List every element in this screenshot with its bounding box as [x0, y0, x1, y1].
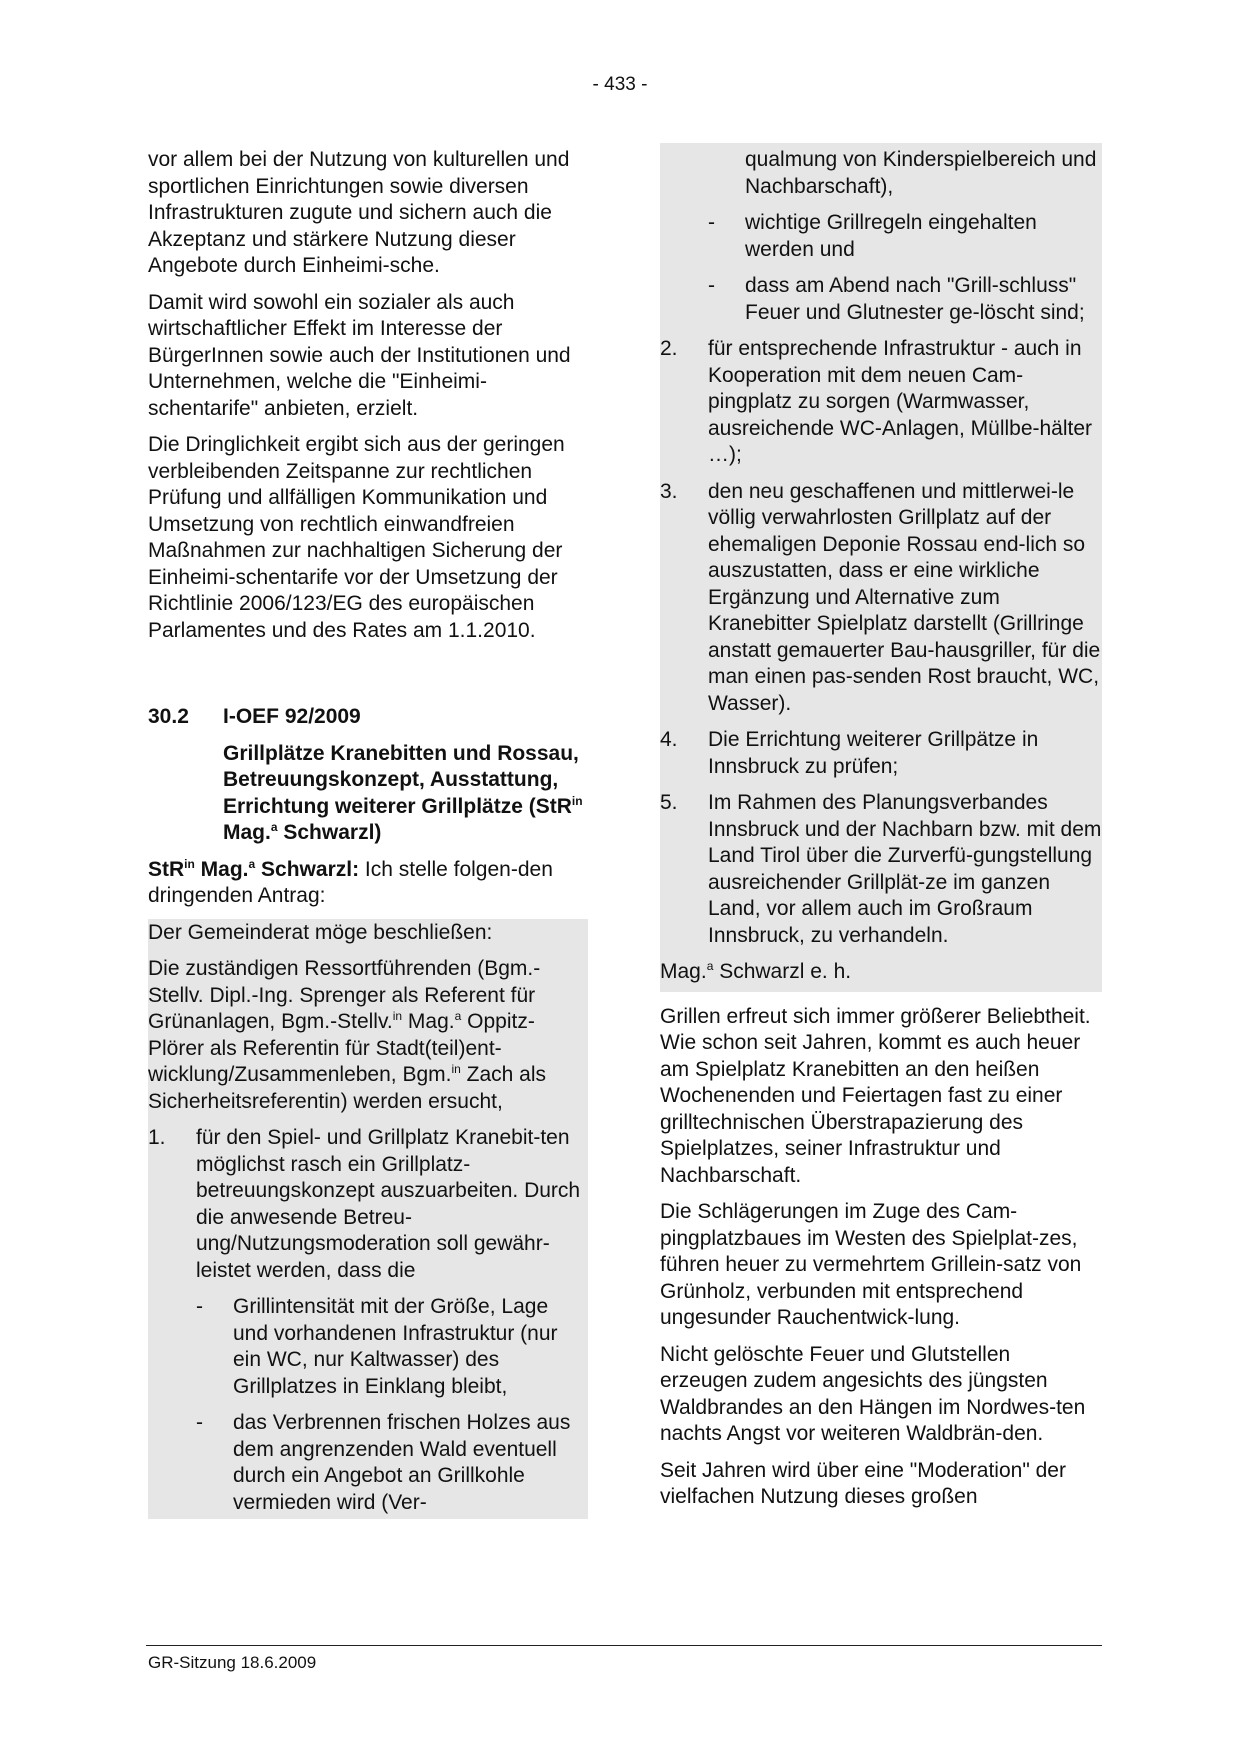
list-item-4 [660, 727, 1102, 780]
list-text: Die Errichtung weiterer Grillpätze in Innsbruck zu prüfen; [708, 728, 1039, 778]
paragraph: Damit wird sowohl ein sozialer als auch wirtschaftlicher Effekt im Interesse der BürgerInnen sowie auch der Institutionen und Unternehmen, welche die "Einheimi-schentarife" anbieten, erzielt. [148, 290, 571, 420]
paragraph: Nicht gelöschte Feuer und Glutstellen erzeugen zudem angesichts des jüngsten Waldbrandes an den Hängen im Nordwes-ten nachts Angst vor weiteren Waldbrän-den. [660, 1342, 1086, 1445]
paragraph: vor allem bei der Nutzung von kulturellen und sportlichen Einrichtungen sowie diversen Infrastrukturen zugute und sichern auch die Akzeptanz und stärkere Nutzung dieser Angebote durch Einheimi-sche. [148, 148, 570, 277]
footer-text: GR-Sitzung 18.6.2009 [148, 1653, 317, 1672]
section-reference: I-OEF 92/2009 [223, 705, 361, 728]
dash-text: das Verbrennen frischen Holzes aus dem angrenzenden Wald eventuell durch ein Angebot an Grillkohle vermieden wird (Ver- [233, 1411, 571, 1514]
list-item-2 [660, 336, 1102, 469]
section-title: Grillplätze Kranebitten und Rossau, Betreuungskonzept, Ausstattung, Errichtung weiterer Grillplätze (StR$^{in}$ Mag.$^a$ Schwarzl) [223, 741, 583, 844]
dash-text: Grillintensität mit der Größe, Lage und vorhandenen Infrastruktur (nur ein WC, nur Kaltwasser) des Grillplatzes in Einklang bleibt, [233, 1295, 558, 1398]
paragraph: Die Dringlichkeit ergibt sich aus der geringen verbleibenden Zeitspanne zur rechtlichen Prüfung und allfälligen Kommunikation und Umsetzung von rechtlich einwandfreien Maßnahmen zur nachhaltigen Sicherung der Einheimi-schentarife vor der Umsetzung der Richtlinie 2006/123/EG des europäischen Parlamentes und des Rates am 1.1.2010. [148, 433, 565, 642]
motion-paragraph: Die zuständigen Ressortführenden (Bgm.-Stellv. Dipl.-Ing. Sprenger als Referent für Grünanlagen, Bgm.-Stellv.$^{in}$ Mag.$^a$ Oppitz-Plörer als Referentin für Stadt(teil)ent-wicklung/Zusammenleben, Bgm.$^{in}$ Zach als Sicherheitsreferentin) werden ersucht, [148, 957, 547, 1113]
dash-label: - [708, 274, 715, 297]
signature: Mag.$^a$ Schwarzl e. h. [660, 959, 852, 983]
paragraph: Grillen erfreut sich immer größerer Beliebtheit. Wie schon seit Jahren, kommt es auch heuer am Spielplatz Kranebitten an den heißen Wochenenden und Feiertagen fast zu einer grilltechnischen Überstrapazierung des Spielplatzes, seiner Infrastruktur und Nachbarschaft. [660, 1004, 1091, 1187]
list-label: 2. [660, 337, 678, 360]
list-text: den neu geschaffenen und mittlerwei-le völlig verwahrlosten Grillplatz auf der ehemaligen Deponie Rossau end-lich so auszustatten, dass er eine wirkliche Ergänzung und Alternative zum Kranebitter Spielplatz darstellt (Grillringe anstatt gemauerter Bau-hausgriller, für die man einen pas-senden Rost braucht, WC, Wasser). [708, 479, 1101, 715]
list-text: Im Rahmen des Planungsverbandes Innsbruck und der Nachbarn bzw. mit dem Land Tirol über die Zurverfü-gungstellung ausreichender Grillplät-ze im ganzen Land, vor allem auch im Großraum Innsbruck, zu verhandeln. [708, 791, 1102, 947]
dash-label: - [708, 211, 715, 234]
page-number: - 433 - [592, 74, 648, 95]
list-label: 3. [660, 479, 678, 503]
list-item-1 [148, 1125, 588, 1284]
motion-box-left [148, 919, 588, 1520]
dash-text: dass am Abend nach "Grill-schluss" Feuer und Glutnester ge-löscht sind; [745, 274, 1085, 324]
list-item-5 [660, 790, 1102, 949]
section-heading [148, 704, 588, 847]
paragraph: Seit Jahren wird über eine "Moderation" der vielfachen Nutzung dieses großen [660, 1458, 1066, 1508]
list-text: für den Spiel- und Grillplatz Kranebit-ten möglichst rasch ein Grillplatz-betreuungskonzept auszuarbeiten. Durch die anwesende Betreu-ung/Nutzungsmoderation soll gewähr-leistet werden, dass die [196, 1126, 581, 1282]
dash-item [660, 273, 1102, 326]
list-label: 5. [660, 791, 678, 814]
dash-item [660, 210, 1102, 263]
footer-divider [146, 1645, 1102, 1646]
dash-text: wichtige Grillregeln eingehalten werden und [745, 211, 1037, 261]
left-column [148, 147, 588, 1519]
list-label: 1. [148, 1126, 166, 1149]
dash-label: - [196, 1411, 203, 1434]
paragraph: Die Schlägerungen im Zuge des Cam-pingplatzbaues im Westen des Spielplat-zes, führen heuer zu vermehrtem Grillein-satz von Grünholz, verbunden mit entsprechend ungesunder Rauchentwick-lung. [660, 1200, 1082, 1329]
list-text: für entsprechende Infrastruktur - auch in Kooperation mit dem neuen Cam-pingplatz zu sorgen (Warmwasser, ausreichende WC-Anlagen, Müllbe-hälter …); [708, 337, 1093, 466]
right-column [660, 147, 1102, 1521]
motion-intro: Der Gemeinderat möge beschließen: [148, 920, 493, 944]
list-label: 4. [660, 728, 678, 751]
dash-label: - [196, 1295, 203, 1318]
section-number: 30.2 [148, 705, 189, 728]
dash-item [148, 1294, 588, 1400]
list-item-3 [660, 479, 1102, 718]
speaker-intro: StR$^{in}$ Mag.$^a$ Schwarzl: Ich stelle folgen-den dringenden Antrag: [148, 856, 553, 907]
motion-box-right [660, 143, 1102, 992]
dash-item [148, 1410, 588, 1516]
dash-continuation: qualmung von Kinderspielbereich und Nachbarschaft), [745, 148, 1097, 198]
